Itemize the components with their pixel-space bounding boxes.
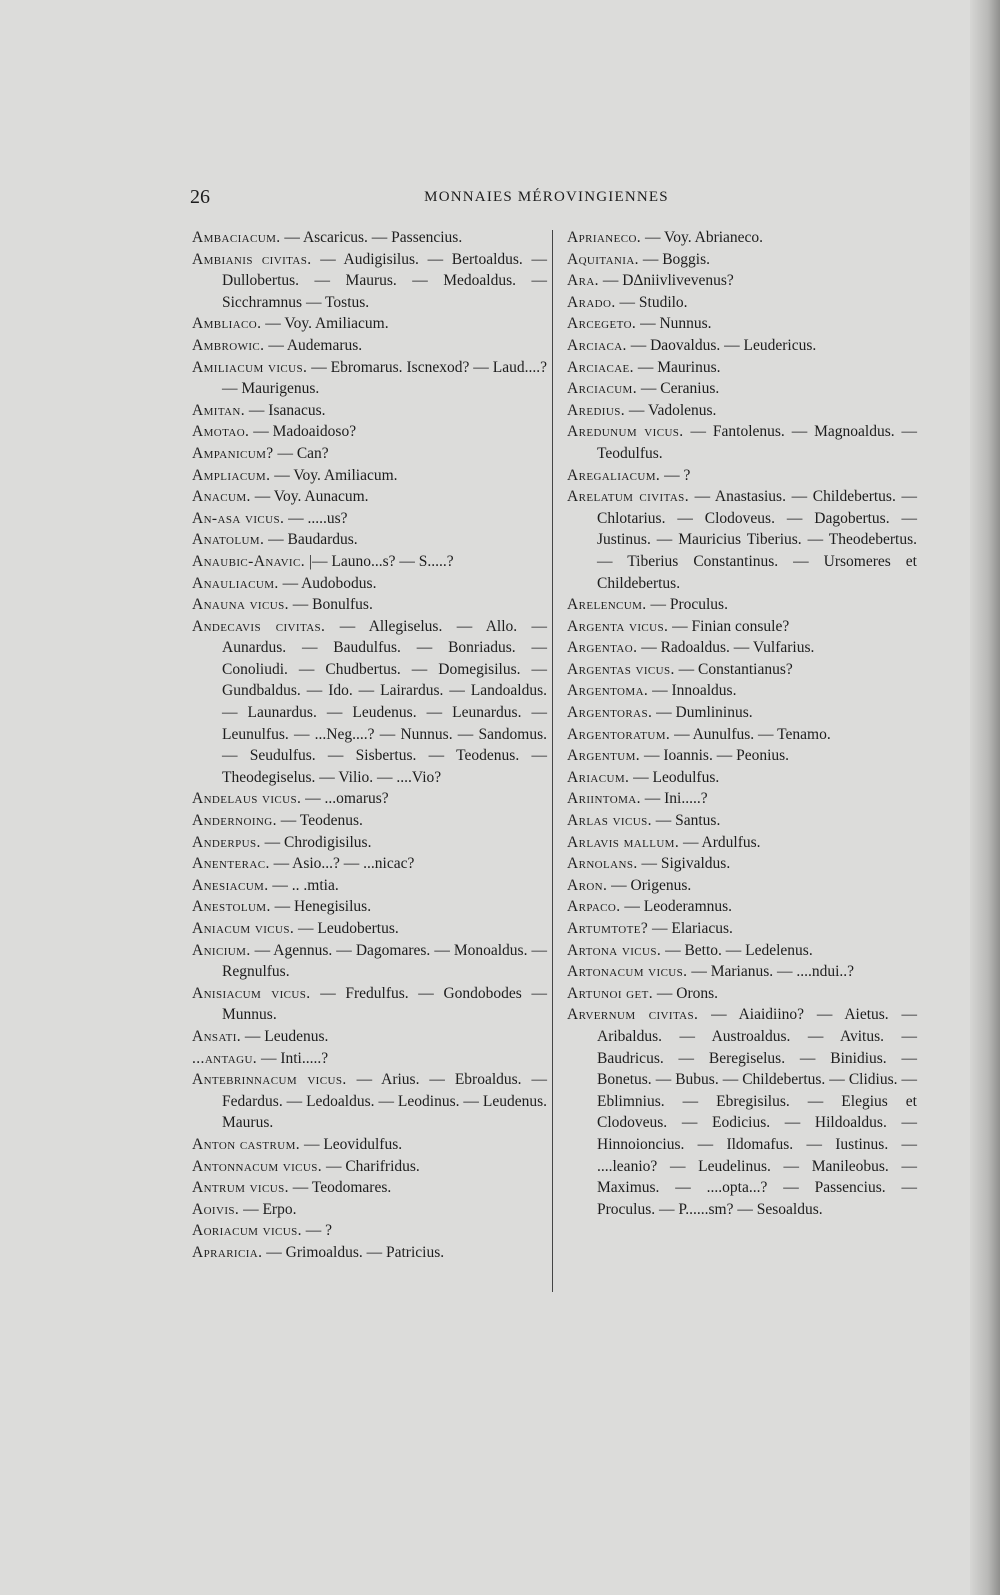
entry-text: — Aunulfus. — Tenamo. [670, 725, 831, 743]
entry-text: — Asio...? — ...nicac? [269, 855, 415, 873]
entry-text: — Teodomares. [288, 1179, 392, 1197]
index-entry [192, 400, 547, 422]
index-entry [567, 724, 917, 746]
entry-text: — Erpo. [239, 1200, 297, 1218]
index-entry [192, 1199, 547, 1221]
index-entry [567, 767, 917, 789]
entry-text: — Leodulfus. [629, 768, 720, 786]
entry-headword: Arado. [567, 293, 616, 311]
entry-headword: Anicium. [192, 941, 251, 959]
index-entry [567, 853, 917, 875]
entry-text: — Ini.....? [640, 790, 708, 808]
entry-text: — Betto. — Ledelenus. [661, 941, 813, 959]
entry-text: — Dumlininus. [652, 704, 753, 722]
page-number: 26 [190, 186, 210, 208]
entry-headword: Aredunum vicus. [567, 423, 684, 441]
entry-text: — Baudardus. [264, 531, 358, 549]
index-entry [567, 918, 917, 940]
index-entry [567, 465, 917, 487]
entry-text: — Allegiselus. — Allo. — Aunardus. — Baudulfus. — Bonriadus. — Conoliudi. — Chudbertus. — Domegisilus. — Gundbaldus. — Ido. — Lairardus. — Landoaldus. — Launardus. — Leudenus. — Leunardus. — Leunulfus. — ...Neg....? — Nunnus. — Sandomus. — Seudulfus. — Sisbertus. — Teodenus. — Theodegiselus. — Vilio. — ....Vio? [222, 617, 547, 786]
index-entry [192, 875, 547, 897]
entry-text: — .. .mtia. [268, 876, 339, 894]
entry-text: — Elariacus. [648, 920, 733, 937]
index-entry [192, 529, 547, 551]
entry-headword: Anenterac. [192, 855, 270, 873]
entry-headword: Andernoing. [192, 812, 277, 830]
entry-text: — Teodenus. [276, 812, 363, 830]
entry-text: — .....us? [284, 509, 348, 527]
entry-headword: Arlas vicus. [567, 812, 652, 830]
entry-text: — Ebromarus. Iscnexod? — Laud....? — Maurigenus. [222, 358, 547, 398]
entry-text: — Inti.....? [257, 1049, 329, 1067]
index-entry [567, 378, 917, 400]
index-entry [567, 961, 917, 983]
entry-text: |— Launo...s? — S.....? [305, 552, 454, 570]
entry-headword: Arpaco. [567, 898, 621, 916]
index-entry [567, 400, 917, 422]
entry-headword: Aoivis. [192, 1200, 240, 1218]
index-entry [192, 1220, 547, 1242]
index-entry [567, 680, 917, 702]
index-entry [567, 594, 917, 616]
entry-headword: Ariacum. [567, 768, 630, 786]
index-entry [192, 486, 547, 508]
entry-headword: Arelatum civitas. [567, 488, 689, 506]
index-entry [192, 896, 547, 918]
entry-headword: Aoriacum vicus. [192, 1222, 302, 1240]
entry-text: — Fredulfus. — Gondobodes — Munnus. [222, 984, 547, 1024]
entry-text: — Innoaldus. [648, 682, 737, 700]
entry-text: — Sigivaldus. [637, 855, 731, 873]
index-entry [567, 940, 917, 962]
entry-headword: Aron. [567, 876, 608, 894]
entry-headword: Anesiacum. [192, 876, 269, 894]
entry-headword: Apraricia. [192, 1243, 263, 1261]
entry-headword: Arciaca. [567, 336, 627, 354]
entry-headword: Aprianeco. [567, 229, 642, 246]
entry-headword: Ambliaco. [192, 315, 262, 333]
entry-text: — Radoaldus. — Vulfarius. [637, 639, 815, 657]
index-entry [567, 983, 917, 1005]
entry-text: — ? [301, 1222, 333, 1240]
entry-text: — Leudenus. [241, 1027, 329, 1045]
index-entry [567, 616, 917, 638]
entry-text: — Audobodus. [278, 574, 377, 592]
index-entry [192, 313, 547, 335]
entry-text: — Marianus. — ....ndui..? [687, 963, 855, 981]
index-entry [192, 1177, 547, 1199]
entry-headword: Anestolum. [192, 898, 271, 916]
index-entry [192, 918, 547, 940]
entry-headword: Artona vicus. [567, 941, 662, 959]
entry-text: — ? [660, 466, 691, 484]
page-header [190, 186, 903, 212]
index-entry [567, 270, 917, 292]
running-title: MONNAIES MÉROVINGIENNES [424, 189, 669, 205]
entry-headword: Ariintoma. [567, 790, 641, 808]
entry-text: — Ioannis. — Peonius. [640, 747, 790, 765]
entry-headword: Arvernum civitas. [567, 1006, 699, 1024]
entry-text: — Fantolenus. — Magnoaldus. — Teodulfus. [597, 423, 918, 462]
index-entry [192, 788, 547, 810]
index-entry [192, 616, 547, 789]
entry-text: — Constantianus? [674, 660, 793, 678]
entry-headword: Ampanicum? [192, 444, 274, 462]
entry-headword: Aregaliacum. [567, 466, 661, 484]
index-entry [567, 292, 917, 314]
entry-headword: Anacum. [192, 488, 251, 506]
entry-text: — Santus. [651, 812, 721, 830]
index-entry [567, 421, 917, 464]
index-entry [192, 443, 547, 465]
index-entry [192, 832, 547, 854]
entry-text: — Orons. [653, 984, 719, 1002]
index-entry [192, 1048, 547, 1070]
entry-headword: Argentoma. [567, 682, 649, 700]
entry-text: — Agennus. — Dagomares. — Monoaldus. — Regnulfus. [222, 941, 547, 981]
entry-text: — Madoaidoso? [249, 423, 357, 441]
entry-text: — Audemarus. [264, 336, 363, 354]
entry-headword: Andecavis civitas. [192, 617, 326, 635]
index-entry [192, 465, 547, 487]
entry-headword: Antebrinnacum vicus. [192, 1071, 347, 1089]
index-entry [567, 788, 917, 810]
index-entry [567, 335, 917, 357]
index-entry [192, 249, 547, 314]
index-entry [192, 1156, 547, 1178]
entry-headword: Argenta vicus. [567, 617, 669, 635]
entry-headword: Anaubic-Anavic. [192, 552, 306, 570]
entry-text: — Leudobertus. [294, 920, 399, 937]
column-divider [552, 230, 553, 1292]
entry-text: — Voy. Amiliacum. [261, 315, 389, 333]
index-entry [567, 227, 917, 249]
entry-text: — Grimoaldus. — Patricius. [262, 1243, 445, 1261]
entry-headword: Arcegeto. [567, 315, 637, 333]
index-entry [192, 810, 547, 832]
index-entry [567, 896, 917, 918]
index-entry [192, 227, 547, 249]
entry-headword: Artunoi get. [567, 984, 654, 1002]
index-entry [567, 313, 917, 335]
entry-text: — ...omarus? [301, 790, 389, 808]
index-entry [192, 940, 547, 983]
index-entry [192, 335, 547, 357]
index-entry [567, 702, 917, 724]
index-entry [567, 832, 917, 854]
entry-headword: Arelencum. [567, 596, 647, 614]
entry-headword: Arciacae. [567, 358, 634, 376]
index-entry [567, 659, 917, 681]
index-entry [567, 486, 917, 594]
entry-text: — Aiaidiino? — Aietus. — Aribaldus. — Austroaldus. — Avitus. — Baudricus. — Beregiselus. — Binidius. — Bonetus. — Bubus. — Childebertus. — Clidius. — Eblimnius. — Ebregisilus. — Elegius et Clodoveus. — Eodicius. — Hildoaldus. — Hinnoioncius. — Ildomafus. — Iustinus. — ....leanio? — Leudelinus. — Manileobus. — Maximus. — ....opta...? — Passencius. — Proculus. — P......sm? — Sesoaldus. [597, 1006, 918, 1218]
index-entry [192, 1134, 547, 1156]
entry-headword: Argentao. [567, 639, 638, 657]
entry-text: — Leoderamnus. [620, 898, 733, 916]
index-entry [192, 1026, 547, 1048]
entry-headword: Aquitania. [567, 250, 639, 268]
entry-headword: Ambaciacum. [192, 229, 281, 246]
entry-headword: Aniacum vicus. [192, 920, 295, 937]
entry-headword: Ara. [567, 272, 599, 290]
entry-headword: Anton castrum. [192, 1135, 301, 1153]
index-entry [567, 745, 917, 767]
index-entry [567, 875, 917, 897]
entry-text: — Can? [273, 444, 329, 462]
entry-text: — Anastasius. — Childebertus. — Chlotarius. — Clodoveus. — Dagobertus. — Justinus. — Mauricius Tiberius. — Theodebertus. — Tiberius Constantinus. — Ursomeres et Childebertus. [597, 488, 917, 592]
entry-headword: Ambianis civitas. [192, 250, 312, 268]
entry-text: — Daovaldus. — Leudericus. [626, 336, 817, 354]
right-column [567, 227, 917, 1220]
entry-headword: Arlavis mallum. [567, 833, 680, 851]
entry-headword: Artonacum vicus. [567, 963, 688, 981]
entry-text: — Ascaricus. — Passencius. [280, 229, 463, 246]
entry-headword: Aredius. [567, 401, 625, 419]
entry-text: — Studilo. [615, 293, 688, 311]
entry-text: — Maurinus. [633, 358, 721, 376]
entry-headword: Anisiacum vicus. [192, 984, 311, 1002]
entry-text: — DΔniivlivevenus? [598, 272, 734, 290]
entry-text: — Charifridus. [322, 1157, 420, 1175]
entry-text: — Ceranius. [637, 380, 720, 398]
entry-headword: Anauna vicus. [192, 596, 289, 614]
entry-headword: Arnolans. [567, 855, 638, 873]
entry-text: — Leovidulfus. [300, 1135, 403, 1153]
index-entry [192, 357, 547, 400]
index-entry [192, 1242, 547, 1264]
entry-text: — Voy. Amiliacum. [270, 466, 398, 484]
page-edge-shadow [970, 0, 1000, 1595]
index-entry [567, 637, 917, 659]
entry-headword: Antonnacum vicus. [192, 1157, 323, 1175]
entry-headword: Ansati. [192, 1027, 242, 1045]
entry-text: — Vadolenus. [625, 401, 717, 419]
entry-text: — Nunnus. [636, 315, 712, 333]
index-entry [192, 573, 547, 595]
entry-text: — Origenus. [607, 876, 692, 894]
entry-headword: ...antagu. [192, 1049, 258, 1067]
entry-text: — Henegisilus. [270, 898, 372, 916]
index-entry [192, 594, 547, 616]
entry-headword: Arciacum. [567, 380, 638, 398]
entry-headword: Amotao. [192, 423, 250, 441]
left-column [192, 227, 547, 1264]
index-entry [192, 983, 547, 1026]
entry-headword: Ampliacum. [192, 466, 271, 484]
entry-text: — Boggis. [638, 250, 711, 268]
index-entry [192, 1069, 547, 1134]
index-entry [567, 249, 917, 271]
entry-headword: Antrum vicus. [192, 1179, 289, 1197]
entry-text: — Arius. — Ebroaldus. — Fedardus. — Ledoaldus. — Leodinus. — Leudenus. Maurus. [222, 1071, 547, 1132]
entry-text: — Proculus. [646, 596, 728, 614]
entry-headword: Andelaus vicus. [192, 790, 302, 808]
entry-headword: Ambrowic. [192, 336, 265, 354]
index-entry [192, 551, 547, 573]
entry-headword: Argentas vicus. [567, 660, 675, 678]
index-entry [192, 421, 547, 443]
entry-headword: Argentoras. [567, 704, 653, 722]
entry-headword: Amitan. [192, 401, 246, 419]
entry-text: — Finian consule? [668, 617, 790, 635]
index-entry [567, 810, 917, 832]
entry-headword: Argentoratum. [567, 725, 671, 743]
entry-headword: Anderpus. [192, 833, 261, 851]
entry-text: — Bonulfus. [288, 596, 373, 614]
entry-headword: Argentum. [567, 747, 641, 765]
index-entry [192, 508, 547, 530]
entry-text: — Audigisilus. — Bertoaldus. — Dullobertus. — Maurus. — Medoaldus. — Sicchramnus — Tostus. [222, 250, 547, 311]
entry-headword: Anatolum. [192, 531, 265, 549]
entry-headword: An-asa vicus. [192, 509, 285, 527]
entry-text: — Chrodigisilus. [260, 833, 372, 851]
index-entry [567, 357, 917, 379]
entry-headword: Artumtote? [567, 920, 649, 937]
entry-text: — Ardulfus. [679, 833, 761, 851]
entry-headword: Anauliacum. [192, 574, 279, 592]
index-entry [567, 1004, 917, 1220]
index-entry [192, 853, 547, 875]
entry-text: — Voy. Abrianeco. [641, 229, 764, 246]
entry-text: — Voy. Aunacum. [250, 488, 369, 506]
entry-headword: Amiliacum vicus. [192, 358, 308, 376]
entry-text: — Isanacus. [245, 401, 326, 419]
